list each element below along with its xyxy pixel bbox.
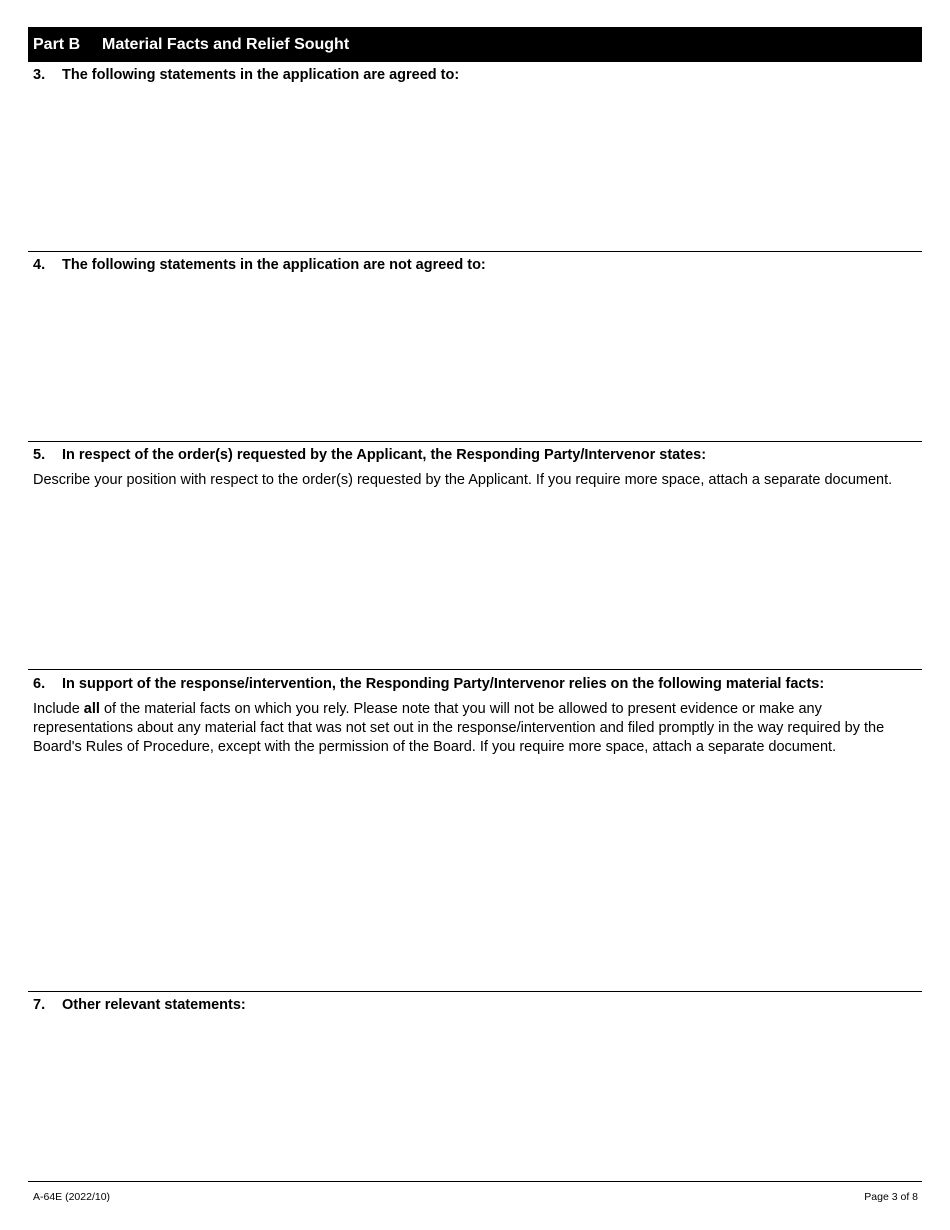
footer-divider (28, 1181, 922, 1182)
question-3-answer-field[interactable] (28, 88, 922, 248)
form-code: A-64E (2022/10) (33, 1191, 111, 1203)
question-4-title (33, 256, 486, 274)
question-6-answer-field[interactable] (28, 762, 922, 988)
question-5-title (33, 446, 706, 464)
question-6-description-pre: Include (33, 701, 84, 717)
question-4-number: 4. (33, 257, 46, 273)
part-title: Material Facts and Relief Sought (102, 36, 350, 53)
page-number: Page 3 of 8 (864, 1191, 918, 1203)
question-3-title (33, 66, 459, 84)
question-6-title (33, 675, 824, 693)
question-7-title (33, 996, 246, 1014)
part-header (28, 27, 922, 62)
question-5-text: In respect of the order(s) requested by the Applicant, the Responding Party/Intervenor states: (62, 447, 707, 463)
question-4-text: The following statements in the application are not agreed to: (62, 257, 486, 273)
question-3-number: 3. (33, 67, 46, 83)
question-5-answer-field[interactable] (28, 512, 922, 666)
question-3-text: The following statements in the application are agreed to: (62, 67, 460, 83)
divider (28, 251, 922, 252)
question-5-description: Describe your position with respect to the order(s) requested by the Applicant. If you require more space, attach a separate document. (33, 472, 893, 488)
question-7-answer-field[interactable] (28, 1018, 922, 1178)
question-6-description-post: of the material facts on which you rely. Please note that you will not be allowed to present evidence or make any representations about any material fact that was not set out in the response/intervention and filed promptly in the way required by the Board's Rules of Procedure, except with the permission of the Board. If you require more space, attach a separate document. (33, 701, 885, 755)
part-label: Part B (33, 36, 81, 53)
question-6-text: In support of the response/intervention, the Responding Party/Intervenor relies on the following material facts: (62, 676, 825, 692)
question-7-number: 7. (33, 997, 46, 1013)
divider (28, 669, 922, 670)
question-6-description-emphasis: all (83, 701, 100, 717)
question-5-number: 5. (33, 447, 46, 463)
divider (28, 441, 922, 442)
question-6-number: 6. (33, 676, 46, 692)
question-7-text: Other relevant statements: (62, 997, 246, 1013)
divider (28, 991, 922, 992)
question-6-description (33, 700, 925, 757)
question-4-answer-field[interactable] (28, 278, 922, 438)
